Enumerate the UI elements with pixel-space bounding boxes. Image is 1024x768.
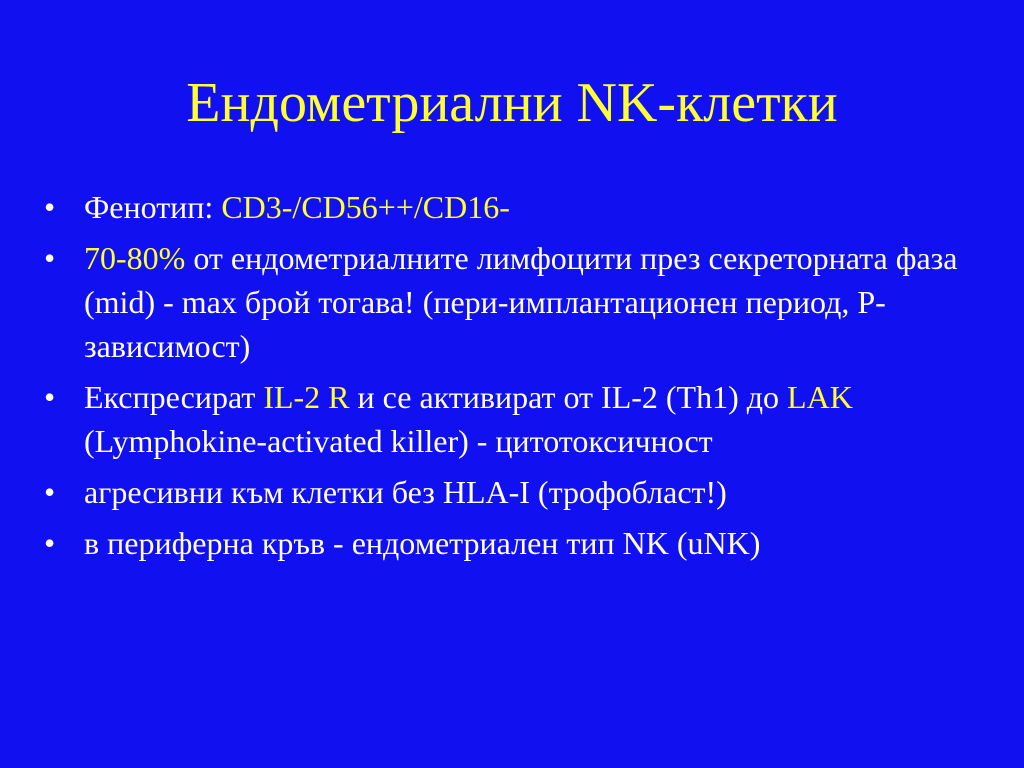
- bullet-text: от ендометриалните лимфоцити през секреторната фаза (mid) - max брой тогава! (пери-имплантационен период, P-зависимост): [84, 240, 958, 364]
- bullet-text: агресивни към клетки без HLA-I (трофобласт!): [84, 474, 727, 510]
- bullet-peripheral-blood: [40, 521, 1000, 565]
- bullet-text: Фенотип:: [84, 189, 222, 225]
- bullet-lymphocyte-share: [40, 236, 1000, 368]
- bullet-highlight: CD3-/CD56++/CD16-: [221, 189, 510, 225]
- bullet-highlight: IL-2 R: [263, 379, 350, 415]
- bullet-icon: •: [44, 474, 56, 510]
- bullet-highlight: LAK: [787, 379, 853, 415]
- bullet-highlight: 70-80%: [84, 240, 186, 276]
- bullet-expression: [40, 375, 1000, 463]
- bullet-text: Експресират: [84, 379, 264, 415]
- bullet-icon: •: [44, 240, 56, 276]
- bullet-text: (Lymphokine-activated killer) - цитотоксичност: [84, 423, 713, 459]
- bullet-text: в периферна кръв - ендометриален тип NK (uNK): [84, 525, 761, 561]
- bullet-list: [40, 185, 1000, 572]
- bullet-phenotype: [40, 185, 1000, 229]
- bullet-icon: •: [44, 525, 56, 561]
- slide-title: Ендометриални NK-клетки: [186, 72, 838, 134]
- bullet-icon: •: [44, 189, 56, 225]
- bullet-icon: •: [44, 379, 56, 415]
- bullet-aggressive: [40, 470, 1000, 514]
- bullet-text: и се активират от IL-2 (Th1) до: [349, 379, 788, 415]
